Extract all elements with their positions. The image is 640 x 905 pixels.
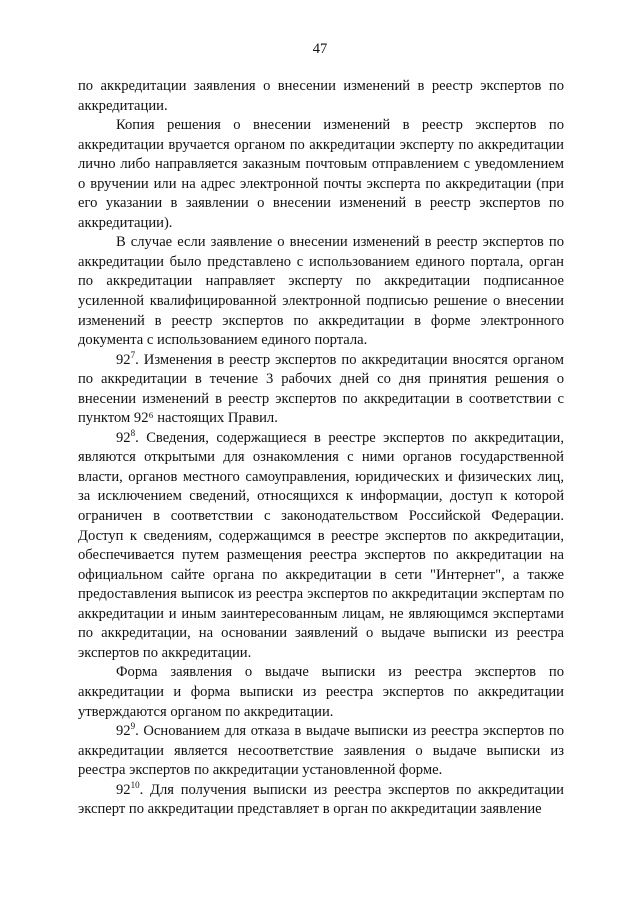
paragraph-text: . Основанием для отказа в выдаче выписки из реестра экспертов по аккредитации является несоответствие заявления о выдаче выписки из реестра экспертов по аккредитации установленной форме.: [78, 723, 564, 779]
document-body: [78, 77, 564, 820]
paragraph: [78, 781, 564, 820]
paragraph-text: . Для получения выписки из реестра экспертов по аккредитации эксперт по аккредитации представляет в орган по аккредитации заявление: [78, 781, 564, 818]
paragraph: [78, 77, 564, 116]
paragraph-text: . Сведения, содержащиеся в реестре экспертов по аккредитации, являются открытыми для ознакомления с ними органов государственной власти, органов местного самоуправления, юридических и физических лиц, за исключением сведений, относящихся к информации, доступ к которой ограничен в соответствии с законодательством Российской Федерации. Доступ к сведениям, содержащимся в реестре экспертов по аккредитации, обеспечивается путем размещения реестра экспертов по аккредитации на официальном сайте органа по аккредитации в сети "Интернет", а также предоставления выписок из реестра экспертов по аккредитации экспертам по аккредитации и иным заинтересованным лицам, не являющимся экспертами по аккредитации, на основании заявлений о выдаче выписки из реестра экспертов по аккредитации.: [78, 429, 564, 661]
clause-number: 92: [116, 723, 131, 740]
paragraph: [78, 429, 564, 664]
paragraph: [78, 351, 564, 429]
clause-number: 92: [116, 429, 131, 446]
paragraph: [78, 233, 564, 350]
paragraph-text: Копия решения о внесении изменений в реестр экспертов по аккредитации вручается органом по аккредитации эксперту по аккредитации лично либо направляется заказным почтовым отправлением с уведомлением о вручении или на адрес электронной почты эксперта по аккредитации (при его указании в заявлении о внесении изменений в реестр экспертов по аккредитации).: [78, 117, 564, 231]
paragraph: [78, 663, 564, 722]
clause-superscript: 7: [130, 349, 136, 360]
paragraph: [78, 116, 564, 233]
paragraph-text: В случае если заявление о внесении изменений в реестр экспертов по аккредитации было представлено с использованием единого портала, орган по аккредитации направляет эксперту по аккредитации подписанное усиленной квалифицированной электронной подписью решение о внесении изменений в реестр экспертов по аккредитации в форме электронного документа с использованием единого портала.: [78, 234, 564, 349]
clause-superscript: 9: [130, 721, 136, 732]
paragraph-text: Форма заявления о выдаче выписки из реестра экспертов по аккредитации и форма выписки из реестра экспертов по аккредитации утверждаются органом по аккредитации.: [78, 664, 564, 720]
paragraph: [78, 722, 564, 781]
clause-superscript: 8: [130, 427, 136, 438]
clause-number: 92: [116, 351, 131, 368]
page-number: 47: [312, 41, 328, 57]
clause-number: 92: [116, 781, 131, 798]
clause-superscript: 10: [130, 779, 140, 790]
paragraph-text: по аккредитации заявления о внесении изменений в реестр экспертов по аккредитации.: [78, 78, 564, 114]
paragraph-text: . Изменения в реестр экспертов по аккредитации вносятся органом по аккредитации в течение 3 рабочих дней со дня принятия решения о внесении изменений в реестр экспертов по аккредитации в соответствии с пунктом 92⁶ настоящих Правил.: [78, 351, 564, 427]
